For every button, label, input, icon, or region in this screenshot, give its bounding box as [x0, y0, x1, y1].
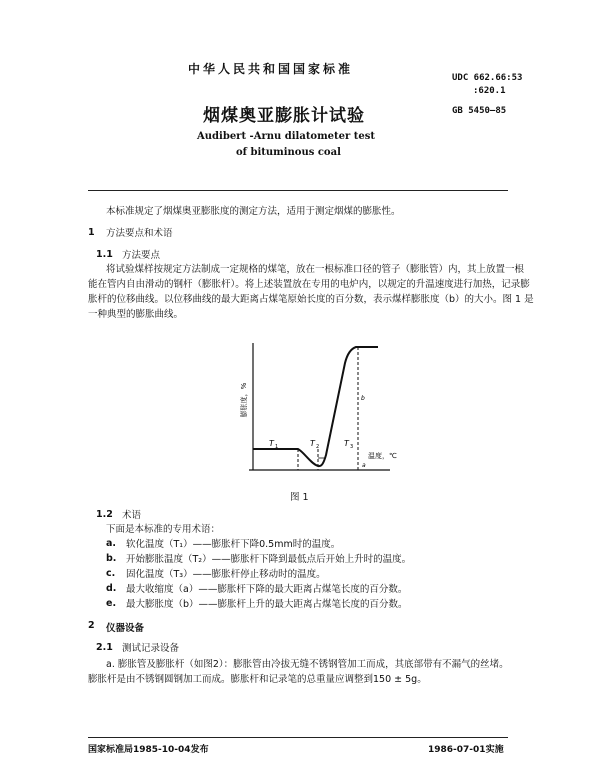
paragraph-line: 能在管内自由滑动的钢杆（膨胀杆）。将上述装置放在专用的电炉内，以规定的升温速度进行加热，记录膨 [88, 279, 530, 290]
terms-intro: 下面是本标准的专用术语： [106, 524, 221, 535]
org-title: 中华人民共和国国家标准 [188, 62, 354, 76]
subsection-2-1-number: 2.1 [96, 642, 113, 653]
subsection-1-1-number: 1.1 [96, 249, 113, 260]
issue-date: 国家标准局1985-10-04发布 [88, 745, 209, 755]
effective-date: 1986-07-01实施 [428, 745, 504, 755]
en-title-line-2: of bituminous coal [236, 147, 341, 158]
t3-subscript: 3 [350, 444, 354, 450]
item-a-line-2: 膨胀杆是由不锈钢圆钢加工而成。膨胀杆和记录笔的总重量应调整到150 ± 5g。 [88, 674, 427, 685]
udc-line-1: UDC 662.66:53 [452, 73, 523, 83]
term-letter: c. [106, 568, 116, 579]
a-label: a [362, 462, 366, 469]
b-label: b [361, 395, 365, 402]
term-text: 软化温度（T₁）——膨胀杆下降0.5mm时的温度。 [126, 539, 341, 550]
doc-title: 烟煤奥亚膨胀计试验 [203, 106, 365, 126]
term-letter: d. [106, 583, 117, 594]
paragraph-line: 将试验煤样按规定方法制成一定规格的煤笔，放在一根标准口径的管子（膨胀管）内，其上放置一根 [106, 264, 525, 275]
t1-label: T [269, 439, 274, 448]
y-axis-label: 膨胀度，% [240, 382, 248, 418]
term-text: 固化温度（T₃）——膨胀杆停止移动时的温度。 [126, 569, 326, 580]
subsection-2-1-title: 测试记录设备 [122, 643, 180, 654]
t1-subscript: 1 [275, 444, 279, 450]
term-letter: b. [106, 553, 117, 564]
subsection-1-2-number: 1.2 [96, 509, 113, 520]
footer-rule [88, 737, 508, 738]
section-1-heading: 方法要点和术语 [106, 228, 173, 239]
section-2-heading: 仪器设备 [106, 623, 145, 634]
section-2-number: 2 [88, 620, 95, 631]
gb-number: GB 5450—85 [452, 106, 507, 116]
item-a-line-1: a. 膨胀管及膨胀杆（如图2）：膨胀管由冷拔无缝不锈钢管加工而成，其底部带有不漏气的丝堵。 [106, 659, 509, 670]
term-text: 最大收缩度（a）——膨胀杆下降的最大距离占煤笔长度的百分数。 [126, 584, 408, 595]
term-text: 开始膨胀温度（T₂）——膨胀杆下降到最低点后开始上升时的温度。 [126, 554, 412, 565]
t2-subscript: 2 [316, 444, 320, 450]
subsection-1-2-title: 术语 [122, 510, 142, 521]
en-title-line-1: Audibert -Arnu dilatometer test [197, 131, 376, 142]
paragraph-line: 胀杆的位移曲线。以位移曲线的最大距离占煤笔原始长度的百分数，表示煤样膨胀度（b）的大小。图 1 是 [88, 294, 534, 305]
section-1-number: 1 [88, 227, 95, 238]
subsection-1-1-title: 方法要点 [122, 250, 161, 261]
intro-text: 本标准规定了烟煤奥亚膨胀度的测定方法，适用于测定烟煤的膨胀性。 [106, 206, 401, 217]
t2-label: T [310, 439, 315, 448]
term-text: 最大膨胀度（b）——膨胀杆上升的最大距离占煤笔长度的百分数。 [126, 599, 408, 610]
t3-label: T [344, 439, 349, 448]
term-letter: e. [106, 598, 117, 609]
x-axis-label: 温度，℃ [368, 452, 397, 460]
paragraph-line: 一种典型的膨胀曲线。 [88, 309, 184, 320]
term-letter: a. [106, 538, 117, 549]
udc-line-2: :620.1 [473, 86, 506, 96]
figure-caption: 图 1 [290, 492, 309, 503]
